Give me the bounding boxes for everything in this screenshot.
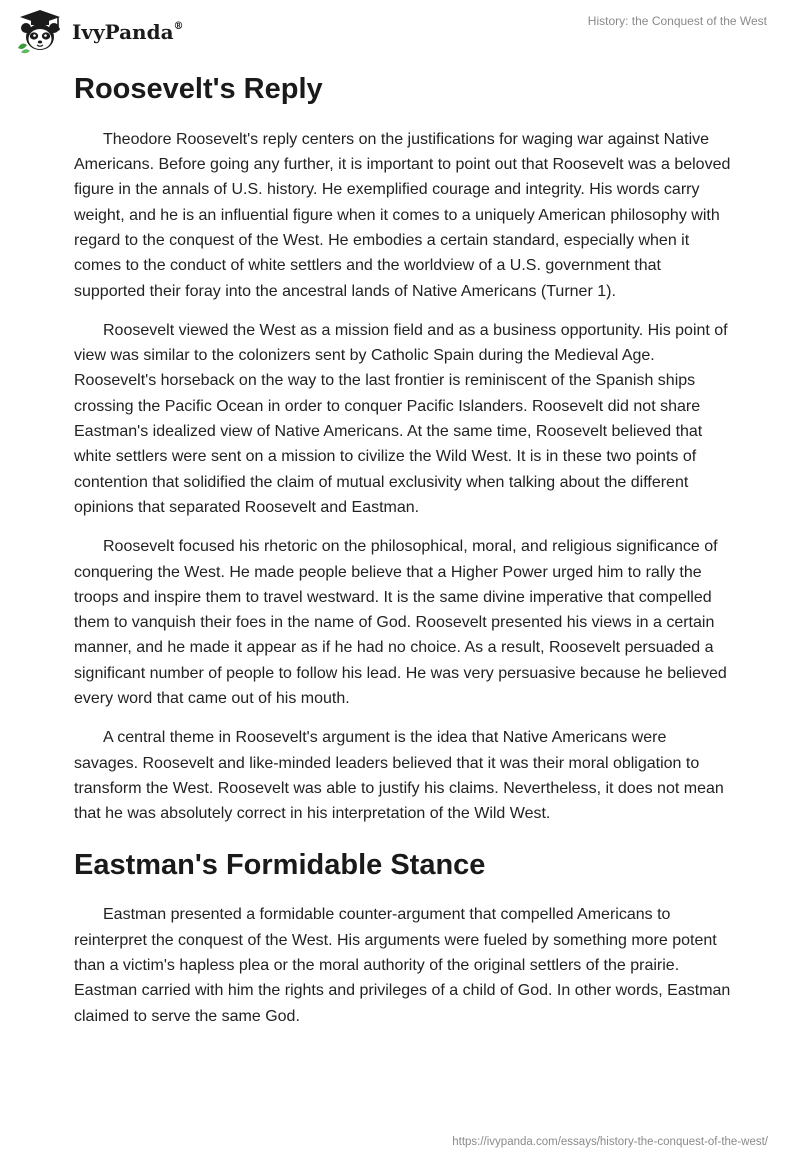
section-heading-eastmans-stance: Eastman's Formidable Stance bbox=[74, 848, 486, 881]
paragraph: Theodore Roosevelt's reply centers on the justifications for waging war against Native Americans. Before going any further, it is important to point out that Roosevelt was a beloved figure in the annals of U.S. history. He exemplified courage and integrity. His words carry weight, and he is an influential figure when it comes to a uniquely American philosophy with regard to the conquest of the West. He embodies a certain standard, especially when it comes to the conduct of white settlers and the worldview of a U.S. government that supported their foray into the ancestral lands of Native Americans (Turner 1). bbox=[74, 130, 731, 300]
paragraph: A central theme in Roosevelt's argument is the idea that Native Americans were savages. Roosevelt and like-minded leaders believed that it was their moral obligation to transform the West. Roosevelt was able to justify his claims. Nevertheless, it does not mean that he was absolutely correct in his interpretation of the Wild West. bbox=[74, 729, 724, 823]
source-url[interactable]: https://ivypanda.com/essays/history-the-conquest-of-the-west/ bbox=[452, 1136, 768, 1148]
essay-content bbox=[74, 70, 734, 1043]
logo[interactable] bbox=[14, 8, 184, 54]
registered-mark: ® bbox=[173, 21, 184, 33]
paragraph: Roosevelt viewed the West as a mission field and as a business opportunity. His point of view was similar to the colonizers sent by Catholic Spain during the Medieval Age. Roosevelt's horseback on the way to the last frontier is reminiscent of the Spanish ships crossing the Pacific Ocean in order to conquer Pacific Islanders. Roosevelt did not share Eastman's idealized view of Native Americans. At the same time, Roosevelt believed that white settlers were sent on a mission to civilize the Wild West. It is in these two points of contention that solidified the claim of mutual exclusivity when talking about the different opinions that separated Roosevelt and Eastman. bbox=[74, 321, 728, 516]
paragraph: Eastman presented a formidable counter-argument that compelled Americans to reinterpret the conquest of the West. His arguments were fueled by something more potent than a victim's hapless plea or the moral authority of the original settlers of the prairie. Eastman carried with him the rights and privileges of a child of God. In other words, Eastman claimed to serve the same God. bbox=[74, 906, 731, 1025]
section-heading-roosevelts-reply: Roosevelt's Reply bbox=[74, 73, 323, 105]
logo-wordmark: IvyPanda bbox=[72, 20, 174, 44]
paragraph: Roosevelt focused his rhetoric on the philosophical, moral, and religious significance of conquering the West. He made people believe that a Higher Power urged him to rally the troops and inspire them to travel westward. It is the same divine imperative that compelled them to vanquish their foes in the name of God. Roosevelt presented his views in a certain manner, and he made it appear as if he had no choice. As a result, Roosevelt persuaded a significant number of people to follow his lead. He was very persuasive because he believed every word that came out of his mouth. bbox=[74, 538, 727, 708]
page-header bbox=[0, 0, 800, 62]
panda-graduate-icon bbox=[14, 8, 66, 54]
document-title: History: the Conquest of the West bbox=[587, 14, 767, 28]
logo-text bbox=[72, 20, 184, 44]
